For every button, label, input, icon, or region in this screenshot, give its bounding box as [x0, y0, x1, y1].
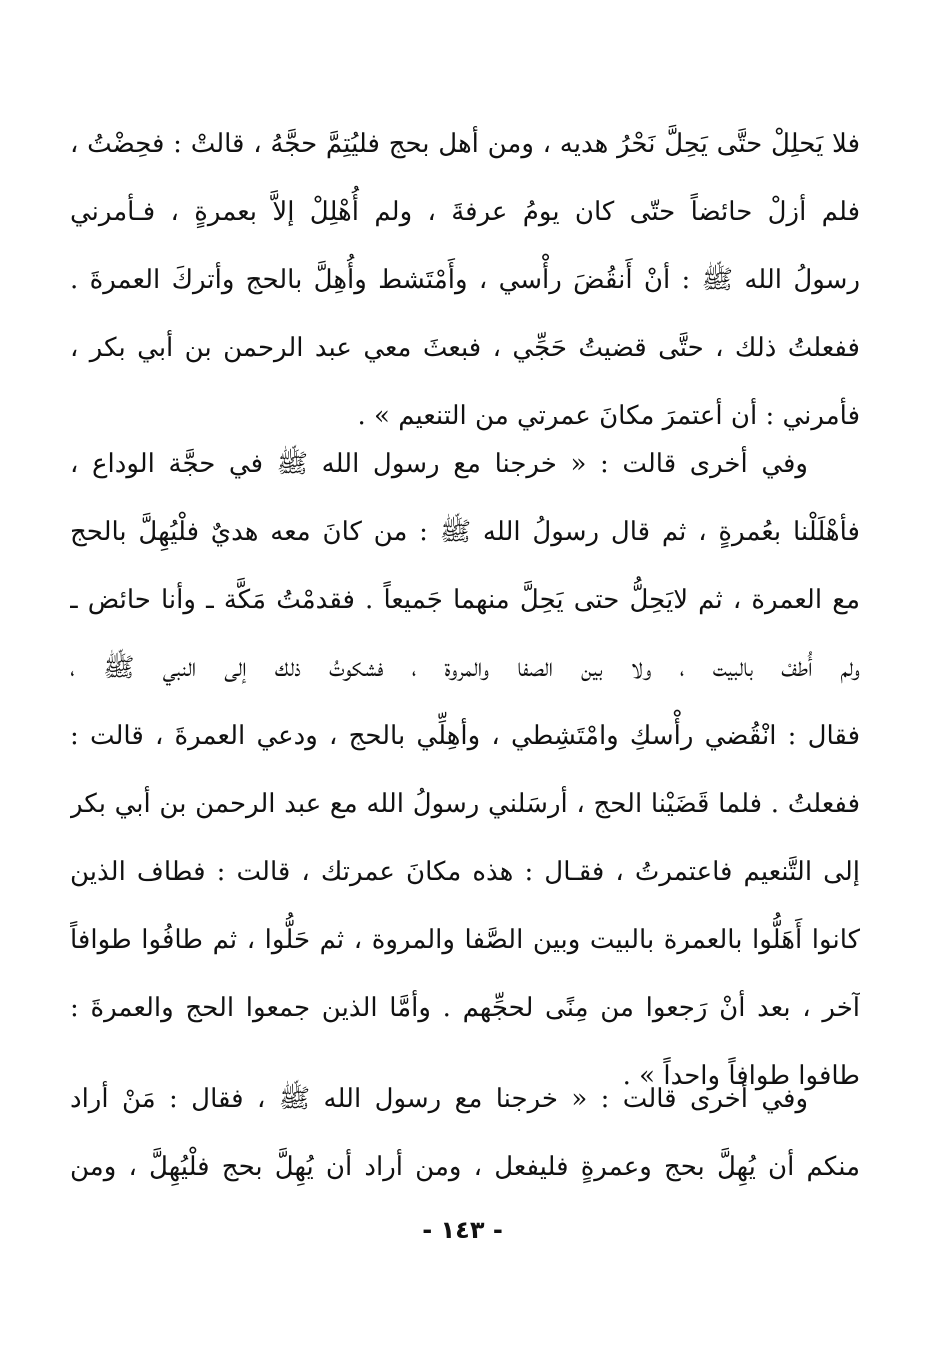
text-line: منكم أن يُهِلَّ بحج وعمرةٍ فليفعل ، ومن أراد أن يُهِلَّ بحج فلْيُهِلَّ ، ومن [70, 1152, 860, 1182]
text-line: فلم أزلْ حائضاً حتّى كان يومُ عرفةَ ، ولم أُهْلِلْ إلاَّ بعمرةٍ ، فـأمرني [70, 197, 860, 227]
text-line: فلا يَحلِلْ حتَّى يَحِلَّ نَحْرُ هديه ، ومن أهل بحج فليُتِمَّ حجَّهُ ، قالتْ : فحِضْتُ ، [70, 129, 860, 159]
paragraph-2 [70, 430, 860, 1110]
paragraph-1 [70, 110, 860, 450]
text-line: رسولُ الله ﷺ : أنْ أَنقُضَ رأْسي ، وأَمْتَشط وأُهِلَّ بالحج وأتركَ العمرةَ . [70, 265, 860, 295]
text-line: آخر ، بعد أنْ رَجعوا من مِنًى لحجِّهم . وأمَّا الذين جمعوا الحج والعمرةَ : [70, 993, 860, 1023]
text-line: فأمرني : أن أعتمرَ مكانَ عمرتي من التنعيم » . [357, 401, 860, 431]
text-line: فأهْلَلْنا بعُمرةٍ ، ثم قال رسولُ الله ﷺ : من كانَ معه هديٌ فلْيُهِلَّ بالحج [70, 517, 860, 547]
text-line: ففعلتُ . فلما قَضَيْنا الحج ، أرسَلني رسولُ الله مع عبد الرحمن بن أبي بكر [70, 789, 860, 819]
text-line: ففعلتُ ذلك ، حتَّى قضيتُ حَجِّي ، فبعثَ معي عبد الرحمن بن أبي بكر ، [70, 333, 860, 363]
text-line: ولم أُطفْ بالبيت ، ولا بين الصفا والمروة ، فشكوتُ ذلك إلى النبي ﷺ ، [70, 653, 860, 683]
text-line: وفي أخرى قالت : « خرجنا مع رسول الله ﷺ ، فقال : مَنْ أراد [70, 1084, 808, 1114]
text-line: إلى التَّنعيم فاعتمرتُ ، فقـال : هذه مكانَ عمرتك ، قالت : فطاف الذين [70, 857, 860, 887]
text-line: كانوا أَهَلُّوا بالعمرة بالبيت وبين الصَّفا والمروة ، ثم حَلُّوا ، ثم طافُوا طوافاً [70, 925, 860, 955]
text-line: طافوا طوافاً واحداً » . [622, 1061, 860, 1091]
page-number: - ١٤٣ - [422, 1216, 503, 1244]
text-line: مع العمرة ، ثم لايَحِلُّ حتى يَحِلَّ منهما جَميعاً . فقدمْتُ مَكَّة ـ وأنا حائض ـ [70, 585, 860, 615]
text-line: وفي أخرى قالت : « خرجنا مع رسول الله ﷺ في حجَّة الوداع ، [70, 449, 808, 479]
text-line: فقال : انْقُضي رأْسكِ وامْتَشِطي ، وأهِلِّي بالحج ، ودعي العمرةَ ، قالت : [70, 721, 860, 751]
paragraph-3 [70, 1065, 860, 1201]
